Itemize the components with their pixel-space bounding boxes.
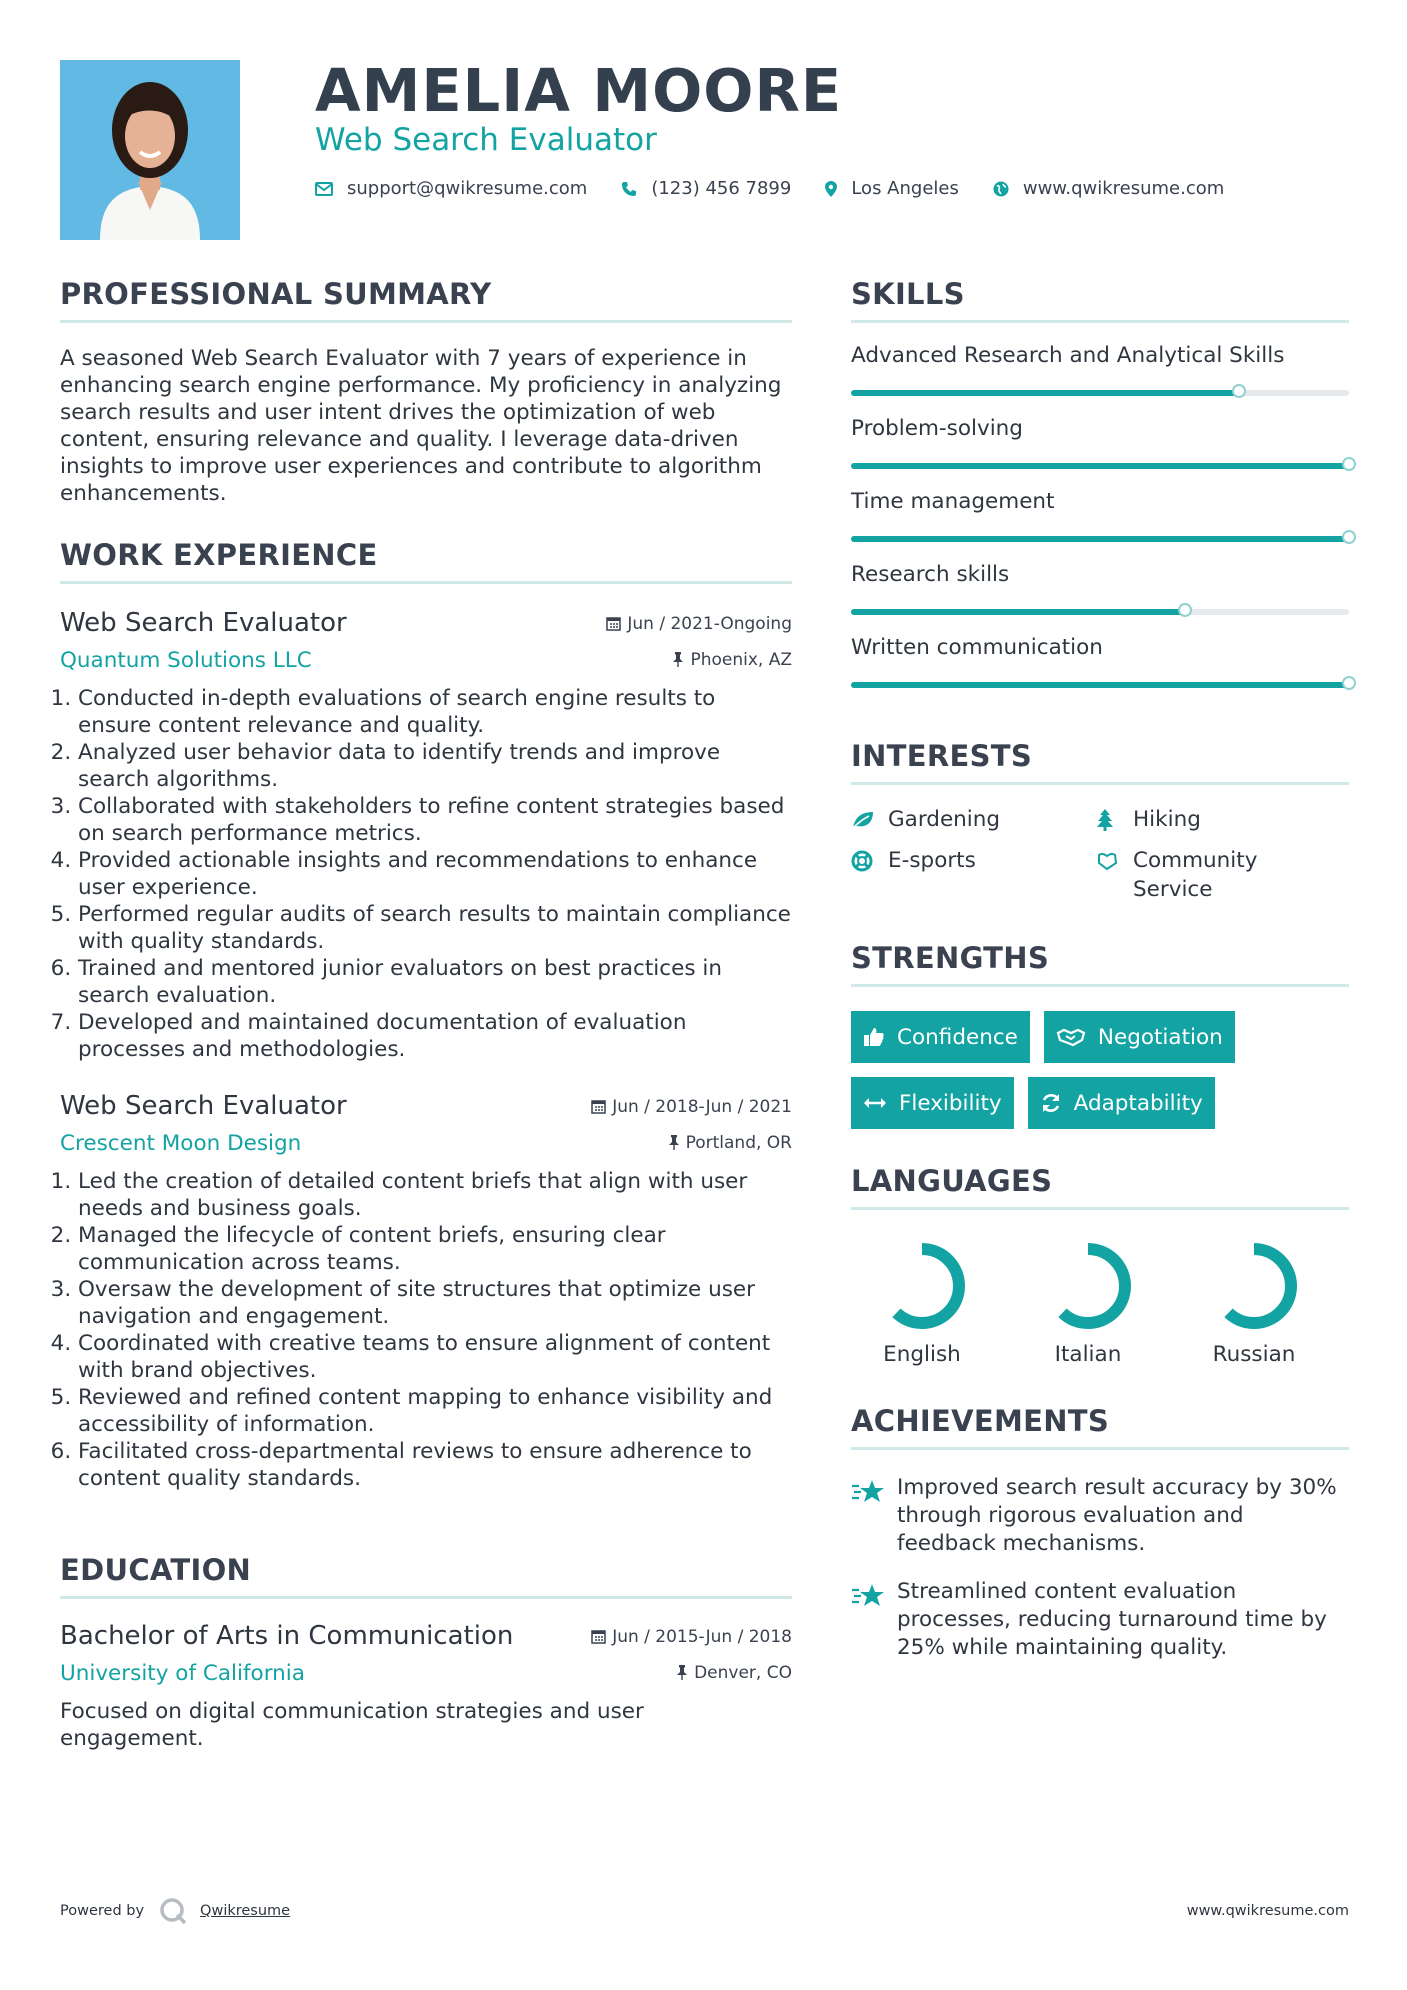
section-divider — [60, 320, 792, 323]
language-label: English — [883, 1342, 961, 1367]
list-item: 6. Trained and mentored junior evaluators on best practices in search evaluation. — [78, 955, 792, 1009]
degree-title: Bachelor of Arts in Communication — [60, 1621, 514, 1651]
skill-label: Written communication — [851, 635, 1103, 660]
contact-website[interactable] — [993, 178, 1224, 199]
section-divider — [851, 320, 1349, 323]
phone-text: (123) 456 7899 — [651, 178, 792, 199]
thumbs-up-icon — [863, 1027, 885, 1047]
skill-bar-fill — [851, 682, 1349, 688]
tree-icon — [1096, 809, 1114, 831]
leaf-icon — [851, 810, 875, 830]
skill-item — [851, 416, 1349, 469]
envelope-icon — [315, 182, 333, 196]
list-item: 2. Managed the lifecycle of content briefs, ensuring clear communication across teams. — [78, 1222, 792, 1276]
powered-by-label: Powered by — [60, 1903, 145, 1919]
language-item — [839, 1236, 1005, 1367]
skill-bar-fill — [851, 463, 1349, 469]
achievement-item — [851, 1578, 1349, 1662]
job-bullets — [60, 685, 792, 1063]
thumbtack-icon — [672, 652, 684, 667]
job-dates: Jun / 2021-Ongoing — [627, 613, 792, 634]
language-item — [1171, 1236, 1337, 1367]
globe-icon — [993, 181, 1009, 197]
job-dates: Jun / 2018-Jun / 2021 — [612, 1096, 792, 1117]
candidate-name: AMELIA MOORE — [315, 56, 843, 125]
interests-heading: INTERESTS — [851, 739, 1033, 773]
achievements-heading: ACHIEVEMENTS — [851, 1404, 1110, 1438]
handshake-icon — [1056, 1027, 1086, 1047]
list-item: 3. Oversaw the development of site structures that optimize user navigation and engagement. — [78, 1276, 792, 1330]
skill-bar — [851, 609, 1349, 615]
interest-label: E-sports — [888, 848, 976, 873]
life-ring-icon — [851, 850, 873, 872]
contact-bar — [315, 178, 1238, 199]
strength-label: Confidence — [897, 1024, 1018, 1050]
strength-label: Flexibility — [899, 1090, 1002, 1116]
section-divider — [60, 581, 792, 584]
list-item: 5. Reviewed and refined content mapping to enhance visibility and accessibility of information. — [78, 1384, 792, 1438]
list-item: 6. Facilitated cross-departmental reviews to ensure adherence to content quality standards. — [78, 1438, 792, 1492]
summary-text: A seasoned Web Search Evaluator with 7 years of experience in enhancing search engine performance. My proficiency in analyzing search results and user intent drives the optimization of web content, ensuring relevance and quality. I leverage data-driven insights to improve user experiences and contribute to algorithm enhancements. — [60, 346, 782, 506]
achievement-item — [851, 1474, 1349, 1558]
strength-chip — [851, 1077, 1014, 1129]
skill-item — [851, 489, 1349, 542]
list-item: 4. Provided actionable insights and recommendations to enhance user experience. — [78, 847, 792, 901]
strength-label: Negotiation — [1097, 1024, 1223, 1050]
left-column — [60, 272, 792, 1752]
list-item: 2. Analyzed user behavior data to identify trends and improve search algorithms. — [78, 739, 792, 793]
interest-item — [1096, 846, 1341, 904]
language-item — [1005, 1236, 1171, 1367]
strength-chip — [1028, 1077, 1215, 1129]
skills-list — [851, 343, 1349, 688]
calendar-icon — [606, 616, 621, 631]
contact-location — [825, 178, 959, 199]
qwikresume-logo-icon — [158, 1896, 192, 1926]
job-entry — [60, 608, 792, 1063]
skill-bar-knob — [1342, 676, 1356, 690]
strengths-list — [851, 1011, 1271, 1129]
job-bullets — [60, 1168, 792, 1492]
school-name: University of California — [60, 1661, 305, 1686]
education-location: Denver, CO — [694, 1662, 792, 1683]
language-label: Russian — [1212, 1342, 1296, 1367]
skill-bar-fill — [851, 609, 1185, 615]
achievements-section — [851, 1399, 1349, 1662]
section-divider — [851, 984, 1349, 987]
arrows-horizontal-icon — [863, 1096, 887, 1110]
email-text: support@qwikresume.com — [347, 178, 588, 199]
job-location: Phoenix, AZ — [690, 649, 792, 670]
language-ring — [1038, 1236, 1138, 1336]
job-entry — [60, 1091, 792, 1492]
strength-chip — [1044, 1011, 1235, 1063]
skill-label: Research skills — [851, 562, 1010, 587]
section-divider — [851, 782, 1349, 785]
education-heading: EDUCATION — [60, 1553, 252, 1587]
summary-section — [60, 272, 792, 507]
education-entry — [60, 1621, 792, 1752]
interest-item — [851, 846, 1096, 904]
refresh-icon — [1040, 1092, 1062, 1114]
calendar-icon — [591, 1629, 606, 1644]
languages-section — [851, 1159, 1349, 1367]
skill-bar-knob — [1178, 603, 1192, 617]
strengths-heading: STRENGTHS — [851, 941, 1050, 975]
skill-bar — [851, 682, 1349, 688]
language-ring — [1204, 1236, 1304, 1336]
education-description: Focused on digital communication strategies and user engagement. — [60, 1699, 644, 1751]
company-name: Quantum Solutions LLC — [60, 648, 312, 673]
strengths-section — [851, 936, 1349, 1129]
interest-label: Community Service — [1133, 848, 1258, 902]
map-pin-icon — [825, 181, 837, 197]
skill-item — [851, 562, 1349, 615]
thumbtack-icon — [668, 1135, 680, 1150]
skill-bar-fill — [851, 390, 1239, 396]
education-section — [60, 1548, 792, 1752]
skill-item — [851, 343, 1349, 396]
contact-email[interactable] — [315, 178, 587, 199]
footer — [60, 1896, 1349, 1926]
achievement-text: Streamlined content evaluation processes, reducing turnaround time by 25% while maintaining quality. — [897, 1579, 1327, 1660]
list-item: 4. Coordinated with creative teams to ensure alignment of content with brand objectives. — [78, 1330, 792, 1384]
interest-label: Hiking — [1133, 807, 1201, 832]
achievement-text: Improved search result accuracy by 30% through rigorous evaluation and feedback mechanisms. — [897, 1475, 1337, 1556]
profile-photo — [60, 60, 240, 240]
job-title: Web Search Evaluator — [60, 1091, 347, 1121]
languages-heading: LANGUAGES — [851, 1164, 1053, 1198]
skill-bar-knob — [1342, 530, 1356, 544]
languages-list — [851, 1236, 1349, 1367]
skill-bar — [851, 463, 1349, 469]
job-location: Portland, OR — [685, 1132, 792, 1153]
list-item: 1. Led the creation of detailed content briefs that align with user needs and business goals. — [78, 1168, 792, 1222]
experience-heading: WORK EXPERIENCE — [60, 538, 378, 572]
interest-item — [851, 805, 1096, 834]
skill-bar — [851, 390, 1349, 396]
language-label: Italian — [1054, 1342, 1122, 1367]
contact-phone[interactable] — [621, 178, 791, 199]
footer-website[interactable]: www.qwikresume.com — [1186, 1903, 1349, 1919]
candidate-title: Web Search Evaluator — [315, 122, 657, 158]
location-text: Los Angeles — [851, 178, 959, 199]
handshake-icon — [1096, 851, 1118, 871]
strength-chip — [851, 1011, 1030, 1063]
skills-section — [851, 272, 1349, 688]
interest-item — [1096, 805, 1341, 834]
section-divider — [851, 1447, 1349, 1450]
experience-section — [60, 533, 792, 1492]
shooting-star-icon — [851, 1582, 885, 1610]
skills-heading: SKILLS — [851, 277, 965, 311]
skill-label: Problem-solving — [851, 416, 1023, 441]
interests-list — [851, 805, 1349, 904]
qwikresume-link[interactable]: Qwikresume — [200, 1903, 291, 1919]
education-dates: Jun / 2015-Jun / 2018 — [612, 1626, 792, 1647]
right-column — [851, 272, 1349, 1662]
phone-icon — [621, 181, 637, 197]
skill-bar-knob — [1232, 384, 1246, 398]
language-ring — [872, 1236, 972, 1336]
skill-bar-fill — [851, 536, 1349, 542]
skill-label: Time management — [851, 489, 1055, 514]
interests-section — [851, 734, 1349, 904]
skill-label: Advanced Research and Analytical Skills — [851, 343, 1285, 368]
job-title: Web Search Evaluator — [60, 608, 347, 638]
section-divider — [851, 1207, 1349, 1210]
summary-heading: PROFESSIONAL SUMMARY — [60, 277, 492, 311]
list-item: 1. Conducted in-depth evaluations of search engine results to ensure content relevance and quality. — [78, 685, 792, 739]
list-item: 5. Performed regular audits of search results to maintain compliance with quality standards. — [78, 901, 792, 955]
strength-label: Adaptability — [1073, 1090, 1203, 1116]
thumbtack-icon — [676, 1665, 688, 1680]
website-text: www.qwikresume.com — [1022, 178, 1225, 199]
list-item: 3. Collaborated with stakeholders to refine content strategies based on search performance metrics. — [78, 793, 792, 847]
section-divider — [60, 1596, 792, 1599]
calendar-icon — [591, 1099, 606, 1114]
shooting-star-icon — [851, 1478, 885, 1506]
skill-bar — [851, 536, 1349, 542]
company-name: Crescent Moon Design — [60, 1131, 302, 1156]
list-item: 7. Developed and maintained documentation of evaluation processes and methodologies. — [78, 1009, 792, 1063]
skill-item — [851, 635, 1349, 688]
skill-bar-knob — [1342, 457, 1356, 471]
interest-label: Gardening — [888, 807, 1001, 832]
